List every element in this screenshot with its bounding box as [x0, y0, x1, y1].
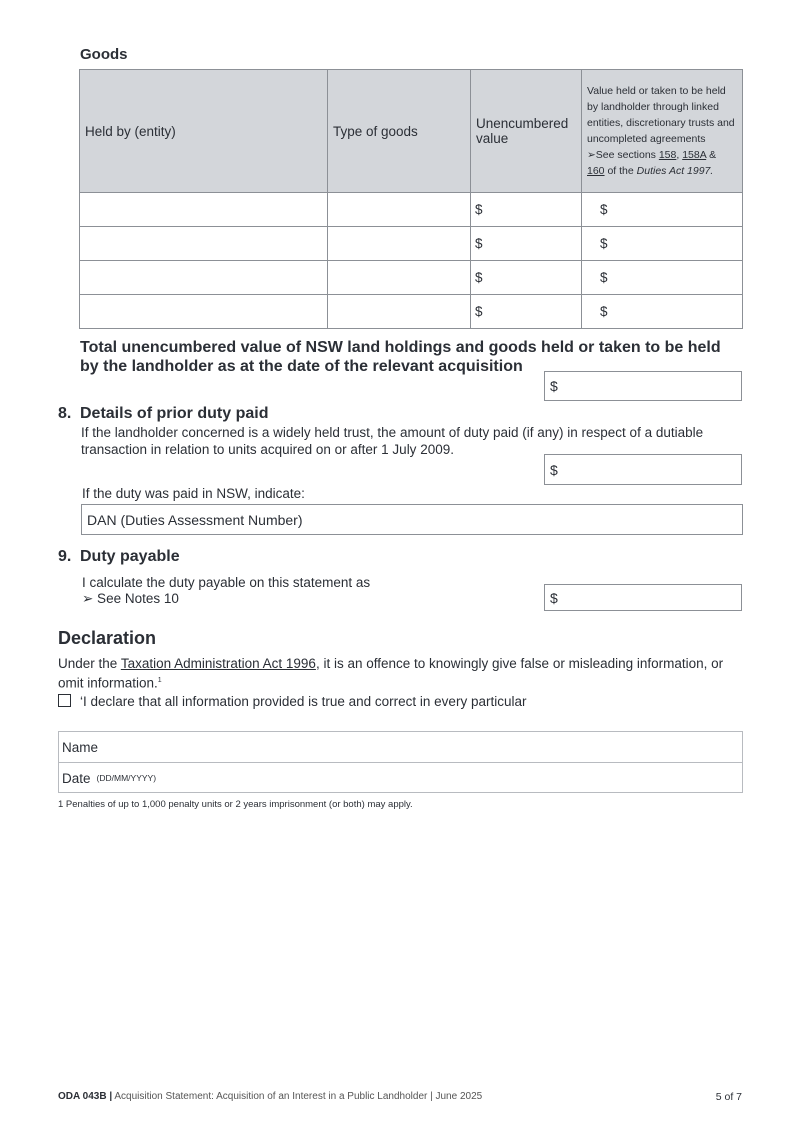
declaration-title: Declaration — [58, 628, 157, 648]
declaration-checkbox-label: ‘I declare that all information provided is true and correct in every particular — [80, 694, 527, 709]
unencumbered-value-field[interactable]: $ — [471, 261, 582, 295]
duties-act-ref: Duties Act 1997. — [636, 165, 714, 177]
declaration-text-end: , it is an offence to knowingly give false or misleading information, or omit information. — [58, 656, 724, 691]
prior-duty-amount-field[interactable]: $ — [544, 454, 742, 485]
declaration-text — [58, 655, 738, 692]
duty-payable-field[interactable]: $ — [544, 584, 742, 611]
held-by-field[interactable] — [80, 227, 328, 261]
linked-value-field[interactable]: $ — [582, 227, 743, 261]
declaration-checkbox[interactable] — [58, 694, 71, 707]
table-row — [80, 261, 743, 295]
linked-value-field[interactable]: $ — [582, 261, 743, 295]
total-value-field[interactable]: $ — [544, 371, 742, 401]
type-of-goods-field[interactable] — [328, 227, 471, 261]
page-number: 5 of 7 — [715, 1091, 742, 1103]
footnote-ref: 1 — [157, 677, 162, 684]
held-by-field[interactable] — [80, 295, 328, 329]
section-8-title: Details of prior duty paid — [80, 405, 269, 422]
type-of-goods-field[interactable] — [328, 193, 471, 227]
linked-amp: & — [709, 149, 717, 161]
name-label: Name — [62, 739, 99, 755]
name-field[interactable] — [59, 732, 742, 762]
footer-separator: | — [109, 1091, 113, 1102]
col-type-of-goods: Type of goods — [328, 70, 471, 193]
unencumbered-value-field[interactable]: $ — [471, 227, 582, 261]
footnote: 1 Penalties of up to 1,000 penalty units or 2 years imprisonment (or both) may apply. — [58, 799, 413, 810]
type-of-goods-field[interactable] — [328, 261, 471, 295]
table-row — [80, 227, 743, 261]
see-notes-10: ➢ See Notes 10 — [82, 591, 179, 606]
signature-block — [58, 731, 743, 793]
type-of-goods-field[interactable] — [328, 295, 471, 329]
goods-header-row — [80, 70, 743, 193]
held-by-field[interactable] — [80, 193, 328, 227]
table-row — [80, 193, 743, 227]
col-held-by: Held by (entity) — [80, 70, 328, 193]
linked-description: Value held or taken to be held by landholder through linked entities, discretionary trusts and uncompleted agreements — [587, 85, 735, 145]
linked-sep: , — [676, 149, 680, 161]
total-value-label: Total unencumbered value of NSW land holdings and goods held or taken to be held by the landholder as at the date of the relevant acquisition — [80, 339, 721, 375]
section-9-title: Duty payable — [80, 548, 180, 565]
duty-payable-text: I calculate the duty payable on this statement as — [82, 575, 371, 590]
taxation-act-link[interactable]: Taxation Administration Act 1996 — [120, 656, 316, 671]
unencumbered-value-field[interactable]: $ — [471, 193, 582, 227]
date-field[interactable] — [59, 762, 742, 793]
section-160-link[interactable]: 160 — [587, 165, 605, 177]
date-label: Date — [62, 770, 91, 786]
linked-see: ➢See sections — [587, 149, 656, 161]
section-8-description: If the landholder concerned is a widely held trust, the amount of duty paid (if any) in respect of a dutiable transaction in relation to units acquired on or after 1 July 2009. — [81, 425, 704, 457]
date-format-hint: (DD/MM/YYYY) — [96, 773, 157, 783]
form-code: ODA 043B — [58, 1091, 107, 1102]
footer — [58, 1091, 482, 1102]
linked-of: of the — [607, 165, 634, 177]
goods-heading: Goods — [80, 46, 128, 63]
section-158a-link[interactable]: 158A — [682, 149, 707, 161]
declaration-text-start: Under the — [58, 656, 118, 671]
goods-table — [79, 69, 743, 329]
table-row — [80, 295, 743, 329]
linked-value-field[interactable]: $ — [582, 193, 743, 227]
linked-value-field[interactable]: $ — [582, 295, 743, 329]
section-8-number: 8. — [58, 405, 72, 422]
dan-field[interactable]: DAN (Duties Assessment Number) — [81, 504, 743, 535]
section-9-number: 9. — [58, 548, 72, 565]
nsw-duty-label: If the duty was paid in NSW, indicate: — [82, 486, 305, 501]
form-title: Acquisition Statement: Acquisition of an Interest in a Public Landholder | June 2025 — [114, 1091, 483, 1102]
col-linked-value — [582, 70, 743, 193]
col-unencumbered-value: Unencumbered value — [471, 70, 582, 193]
unencumbered-value-field[interactable]: $ — [471, 295, 582, 329]
held-by-field[interactable] — [80, 261, 328, 295]
section-158-link[interactable]: 158 — [658, 149, 677, 161]
